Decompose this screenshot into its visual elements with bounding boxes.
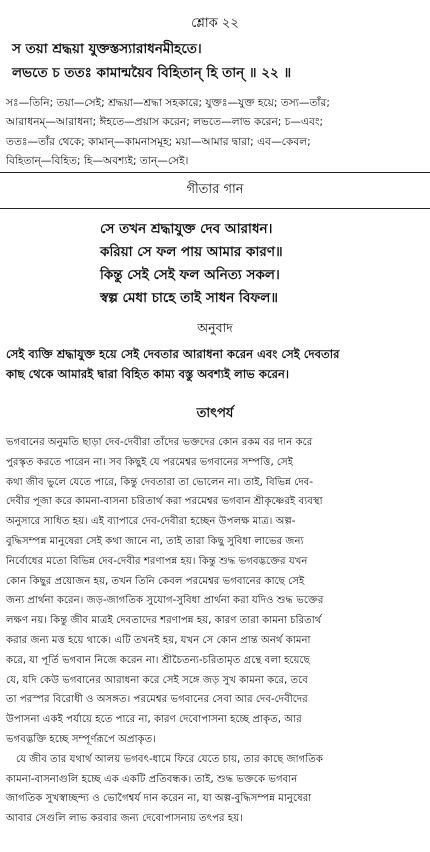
synonyms-line: আরাধনম্—আরাধনা; ঈহতে—প্রয়াস করেন; লভতে—লাভ করেন; চ—এবং; (6, 116, 324, 129)
purport-line: উপাসনা একই পর্যায়ে হতে পারে না, কারণ দেবোপাসনা হচ্ছে প্রাকৃত, আর (6, 714, 302, 726)
verse-number: শ্লোক ২২ (191, 16, 239, 31)
purport-line: করার জন্য মত্ত হয়ে থাকে। এটি তখনই হয়, যখন সে কোন প্রান্ত অনর্থ কামনা (6, 634, 311, 646)
purport-line: লক্ষণ নয়। কিন্তু জীব মাত্রই দেবতাদের শরণাপন্ন হয়, কারণ তারা কামনা চরিতার্থ (6, 615, 322, 627)
song-line: কিন্তু সেই সেই ফল অনিত্য সকল। (100, 267, 280, 283)
purport-line: পুরস্কৃত করতে পারেন না। সব কিছুই যে পরমেশ্বর ভগবানের সম্পত্তি, সেই (6, 456, 294, 468)
purport-line: জাগতিক সুখস্বাচ্ছন্দ্য ও ভোগৈশ্বর্য দান করেন না, যা অল্প-বুদ্ধিসম্পন্ন মানুষেরা (6, 793, 312, 805)
translation-heading: অনুবাদ (197, 320, 233, 335)
purport-heading: তাৎপর্য (196, 406, 234, 421)
sanskrit-line-1: স তয়া শ্রদ্ধয়া যুক্তস্তস্যারাধনমীহতে। (12, 41, 202, 57)
purport-line: করে, যা পূর্তি ভগবান নিজে করেন না। শ্রীচৈতন্য-চরিতামৃত গ্রন্থে বলা হয়েছে (6, 654, 310, 666)
purport-line: দেবীর পূজা করে কামনা-বাসনা চরিতার্থ করা পরমেশ্বর ভগবান শ্রীকৃষ্ণেরই ব্যবস্থা (6, 496, 323, 508)
synonyms-line: ততঃ—তাঁর থেকে; কামান্—কামনাসমূহ; ময়া—আমার দ্বারা; এব—কেবল; (6, 135, 311, 148)
purport-line: ভগবানের অনুমতি ছাড়া দেব-দেবীরা তাঁদের ভক্তদের কোন রকম বর দান করে (6, 437, 313, 448)
translation-block (6, 344, 424, 384)
purport-line: কামনা-বাসনাগুলি হচ্ছে এক একটি প্রতিবন্ধক। তাই, শুদ্ধ ভক্তকে ভগবান (6, 773, 298, 785)
synonyms-line: সঃ—তিনি; তয়া—সেই; শ্রদ্ধয়া—শ্রদ্ধা সহকারে; যুক্তঃ—যুক্ত হয়ে; তস্য—তাঁর; (6, 97, 330, 109)
purport-line: তা পরস্পর বিরোধী ও অসঙ্গত। পরমেশ্বর ভগবানের সেবা আর দেব-দেবীদের (6, 694, 308, 706)
divider (0, 172, 430, 173)
translation-line: সেই ব্যক্তি শ্রদ্ধাযুক্ত হয়ে সেই দেবতার আরাধনা করেন এবং সেই দেবতার (6, 347, 340, 361)
song-line: করিয়া সে ফল পায় আমার কারণ॥ (100, 244, 283, 260)
purport-line: যে জীব তার যথার্থ আলয় ভগবৎ-ধামে ফিরে যেতে চায়, তার কাছে জাগতিক (16, 753, 323, 765)
synonyms-block (6, 94, 424, 172)
purport-line: কোন কিছুর প্রয়োজন হয়, তখন তিনি কেবল পরমেশ্বর ভগবানের কাছে সেই (6, 575, 305, 587)
gita-heading: গীতার গান (186, 182, 244, 197)
purport-line: ভগবদ্ভক্তি হচ্ছে সম্পূর্ণরূপে অপ্রাকৃত। (6, 733, 156, 745)
purport-line: কথা জীব ভুলে যেতে পারে, কিন্তু দেবতারা তা ভোলেন না। তাই, বিভিন্ন দেব- (6, 476, 314, 488)
song-line: স্বল্প মেধা চাহে তাই সাধন বিফল॥ (100, 290, 278, 306)
song-verses (100, 218, 420, 310)
purport-line: যে, যদি কেউ ভগবানের আরাধনা করে সেই সঙ্গে জড় সুখ কামনা করে, তবে (6, 674, 308, 686)
purport-line: জন্য প্রার্থনা করেন। জড়-জাগতিক সুযোগ-সুবিধা প্রার্থনা করা যদিও শুদ্ধ ভক্তের (6, 595, 324, 607)
divider (0, 208, 430, 209)
song-line: সে তখন শ্রদ্ধাযুক্ত দেব আরাধন। (100, 221, 273, 237)
purport-line: বুদ্ধিসম্পন্ন মানুষেরা সেই কথা জানে না, তাই তারা কিছু সুবিধা লাভের জন্য (6, 535, 304, 547)
purport-block (6, 433, 424, 829)
synonyms-line: বিহিতান্—বিহিত; হি—অবশ্যই; তান্—সেই। (6, 155, 189, 168)
purport-line: অনুসারে সাধিত হয়। এই ব্যাপারে দেব-দেবীরা হচ্ছেন উপলক্ষ মাত্র। অল্প- (6, 516, 296, 528)
translation-line: কাছ থেকে আমারই দ্বারা বিহিত কাম্য বস্তু অবশ্যই লাভ করেন। (6, 367, 290, 381)
sanskrit-line-2: লভতে চ ততঃ কামান্ময়ৈব বিহিতান্ হি তান্ ॥ ২২ ॥ (12, 65, 292, 81)
purport-line: আবার সেগুলি লাভ করবার জন্য দেবোপাসনায় তৎপর হয়। (6, 813, 243, 825)
purport-line: নির্বোধের মতো বিভিন্ন দেব-দেবীর শরণাপন্ন হয়। কিন্তু শুদ্ধ ভগবদ্ভক্তের যখন (6, 555, 308, 567)
